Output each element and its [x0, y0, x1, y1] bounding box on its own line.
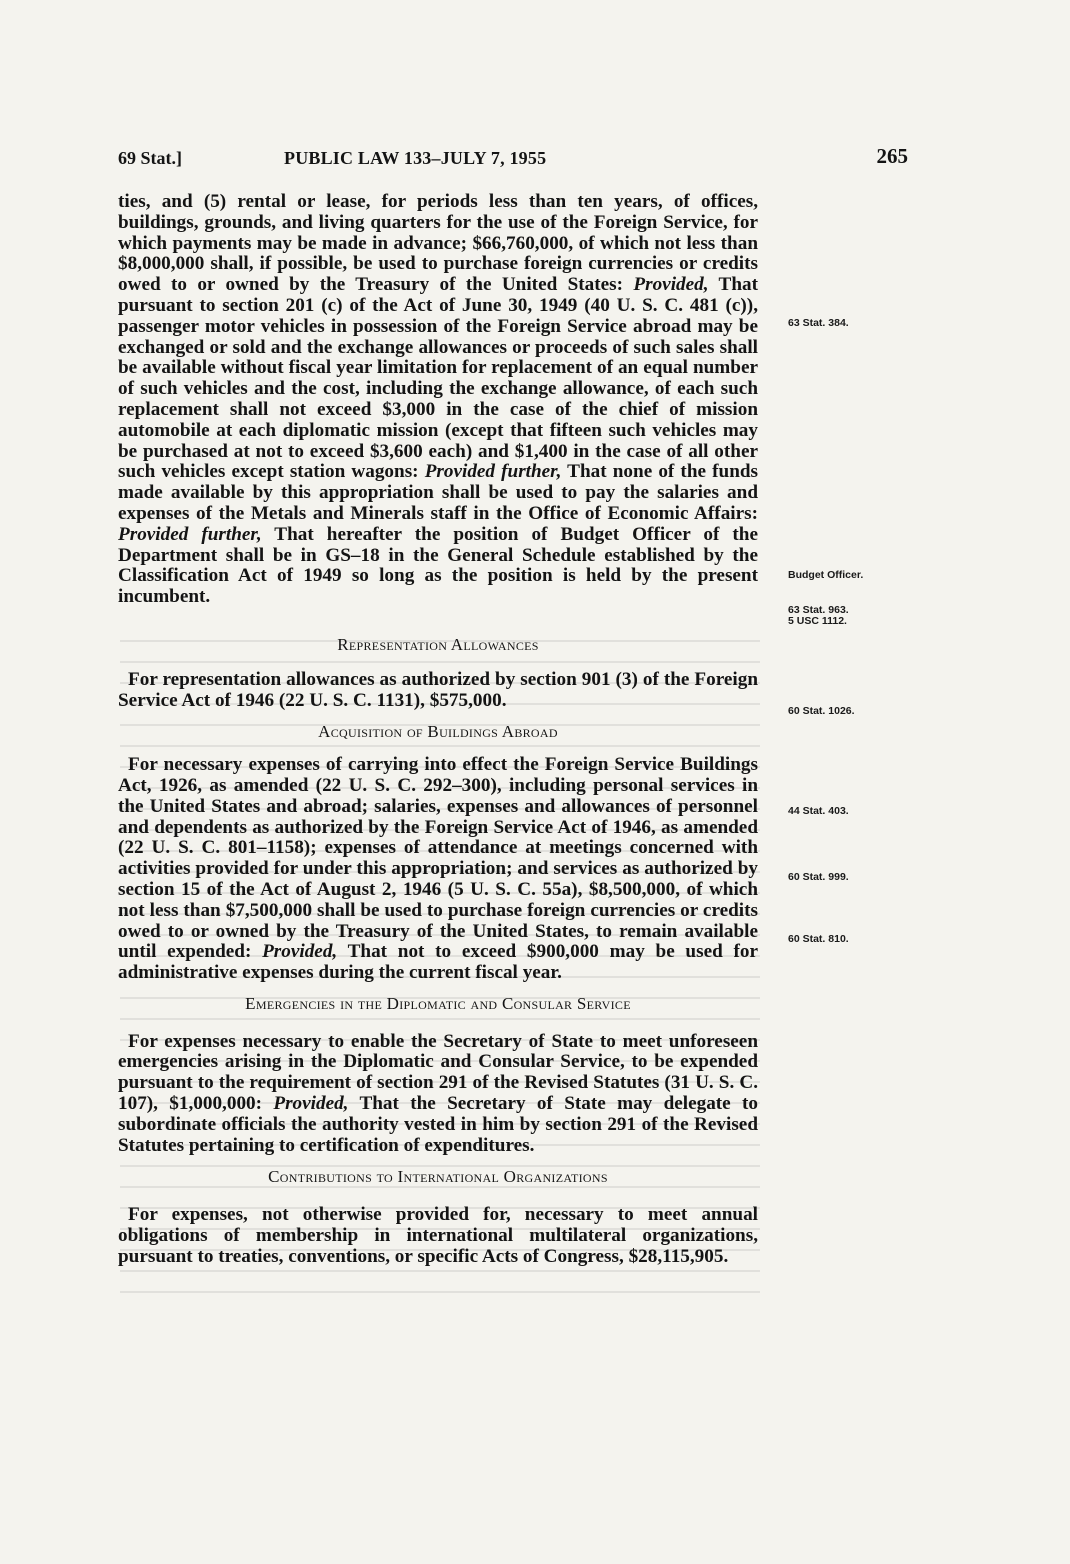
section-heading-representation-allowances: Representation Allowances [337, 634, 539, 654]
margin-note: 44 Stat. 403. [788, 805, 849, 817]
margin-note: 60 Stat. 810. [788, 933, 849, 945]
paragraph-foreign-service-rental: ties, and (5) rental or lease, for periods less than ten years, of offices, buildings, grounds, and living quarters for the use of the Foreign Service, for which payments may be made in advance; $66,760,000, of which not less than $8,000,000 shall, if possible, be used to purchase foreign currencies or credits owed to or owned by the Treasury of the United States: Provided, That pursuant to section 201 (c) of the Act of June 30, 1949 (40 U. S. C. 481 (c)), passenger motor vehicles in possession of the Foreign Service abroad may be exchanged or sold and the exchange allowances or proceeds of such sales shall be available without fiscal year limitation for replacement of an equal number of such vehicles and the cost, including the exchange allowance, of each such replacement shall not exceed $3,000 in the case of the chief of mission automobile at each diplomatic mission (except that fifteen such vehicles may be purchased at not to exceed $3,600 each) and $1,400 in the case of all other such vehicles except station wagons: Provided further, That none of the funds made available by this appropriation shall be used to pay the salaries and expenses of the Metals and Minerals staff in the Office of Economic Affairs: Provided further, That hereafter the position of Budget Officer of the Department shall be in GS–18 in the General Schedule established by the Classification Act of 1949 so long as the position is held by the present incumbent. [118, 191, 758, 608]
margin-note: 5 USC 1112. [788, 615, 847, 627]
header-volume: 69 Stat.] [118, 148, 182, 168]
page-number: 265 [876, 144, 908, 168]
paragraph-contributions: For expenses, not otherwise provided for, necessary to meet annual obligations of membership in international multilateral organizations, pursuant to treaties, conventions, or specific Acts of Congress, $28,115,905. [118, 1204, 758, 1267]
section-heading-contributions: Contributions to International Organizations [268, 1167, 608, 1187]
header-title: PUBLIC LAW 133–JULY 7, 1955 [284, 148, 547, 168]
margin-note: 63 Stat. 384. [788, 317, 849, 329]
section-heading-acquisition-of-buildings: Acquisition of Buildings Abroad [318, 722, 558, 742]
margin-note: Budget Officer. [788, 569, 864, 581]
paragraph-acquisition-of-buildings: For necessary expenses of carrying into effect the Foreign Service Buildings Act, 1926, as amended (22 U. S. C. 292–300), including personal services in the United States and abroad; salaries, expenses and allowances of personnel and dependents as authorized by the Foreign Service Act of 1946, as amended (22 U. S. C. 801–1158); expenses of attendance at meetings concerned with activities provided for under this appropriation; and services as authorized by section 15 of the Act of August 2, 1946 (5 U. S. C. 55a), $8,500,000, of which not less than $7,500,000 shall be used to purchase foreign currencies or credits owed to or owned by the Treasury of the United States, to remain available until expended: Provided, That not to exceed $900,000 may be used for administrative expenses during the current fiscal year. [118, 754, 758, 984]
section-heading-emergencies: Emergencies in the Diplomatic and Consular Service [245, 993, 631, 1013]
paragraph-emergencies: For expenses necessary to enable the Secretary of State to meet unforeseen emergencies arising in the Diplomatic and Consular Service, to be expended pursuant to the requirement of section 291 of the Revised Statutes (31 U. S. C. 107), $1,000,000: Provided, That the Secretary of State may delegate to subordinate officials the authority vested in him by section 291 of the Revised Statutes pertaining to certification of expenditures. [118, 1030, 759, 1156]
margin-note: 63 Stat. 963. [788, 604, 849, 616]
margin-note: 60 Stat. 999. [788, 871, 849, 883]
paragraph-representation-allowances: For representation allowances as authorized by section 901 (3) of the Foreign Service Act of 1946 (22 U. S. C. 1131), $575,000. [118, 668, 758, 711]
running-header [118, 146, 908, 170]
body-text [118, 192, 758, 1268]
margin-note: 60 Stat. 1026. [788, 705, 855, 717]
